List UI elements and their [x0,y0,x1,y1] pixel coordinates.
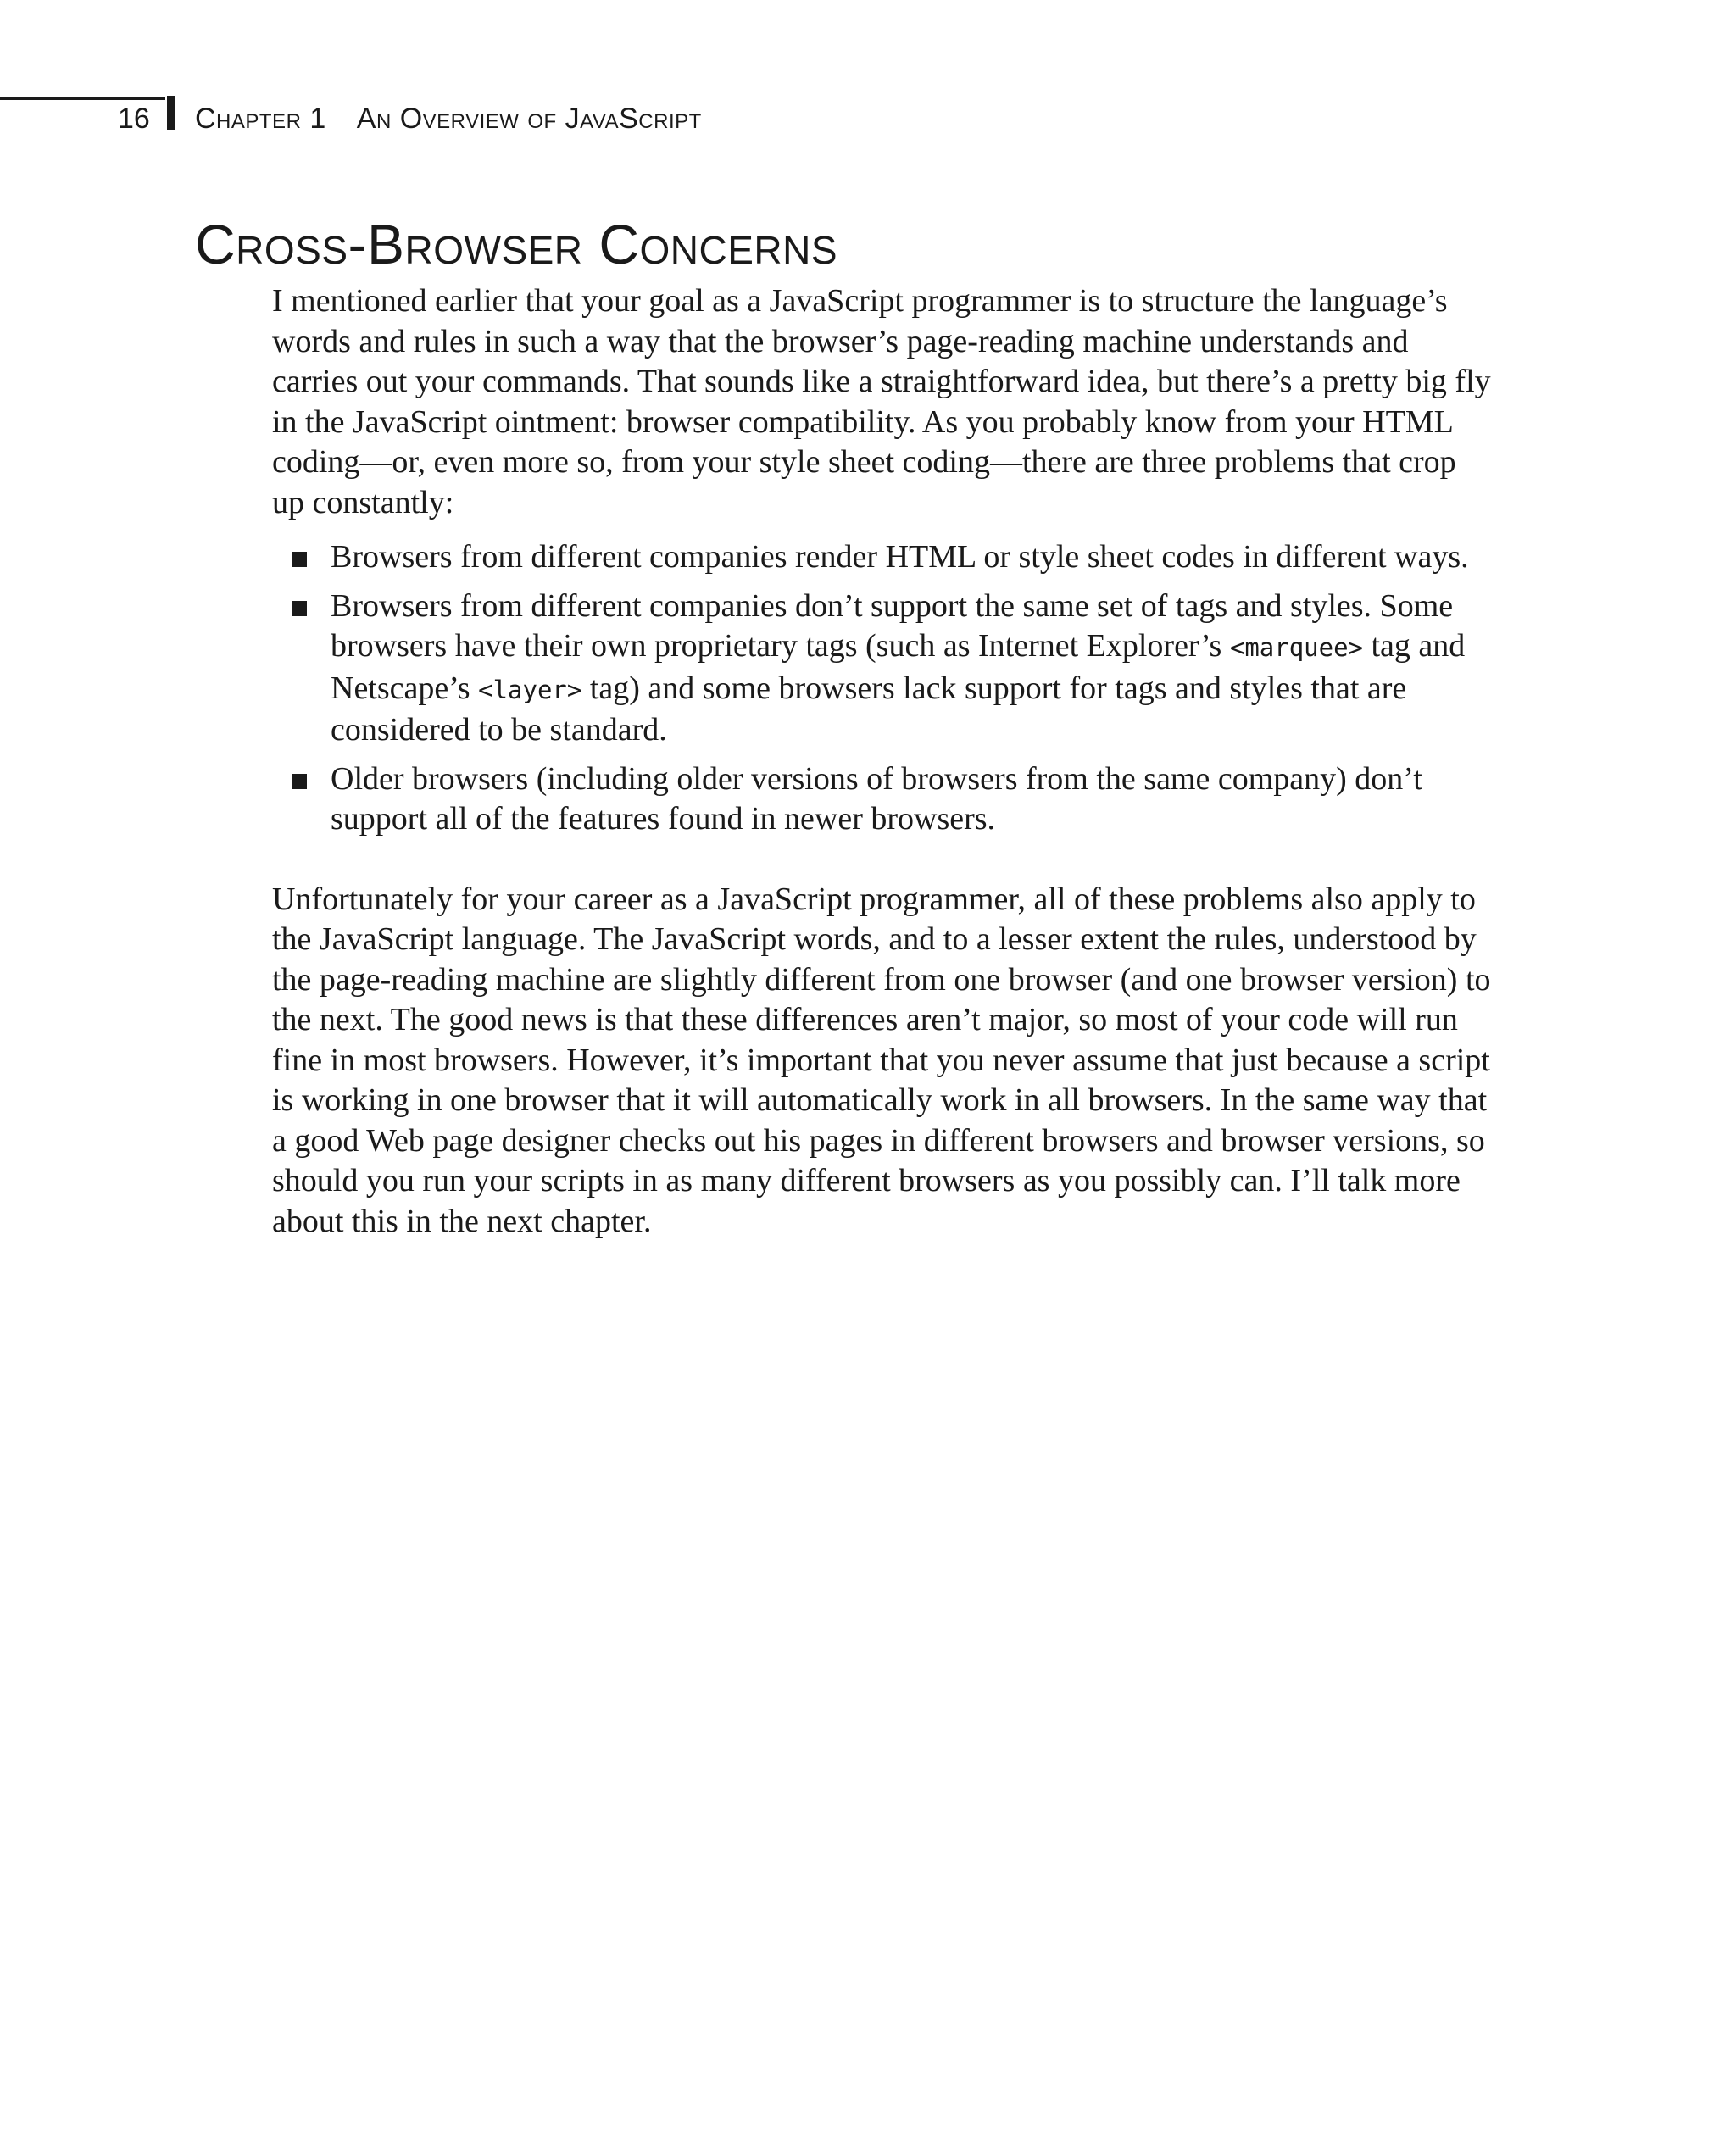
bullet-item-tag-support [331,587,1493,751]
bullet-item-older-browsers [331,759,1493,840]
bullet-text-part: tag) and some browsers lack support for tags and styles that are considered to be standard. [331,670,1407,748]
body-text [272,281,1493,1242]
bullet-text-part: Browsers from different companies don’t support the same set of tags and styles. Some browsers have their own proprietary tags (such as Internet Explorer’s [331,587,1454,664]
page-number: 16 [118,103,150,135]
bullet-text: Browsers from different companies render HTML or style sheet codes in different ways. [331,539,1469,575]
chapter-label: Chapter 1 [195,103,326,135]
bullet-text: Older browsers (including older versions of browsers from the same company) don’t support all of the features found in newer browsers. [331,760,1422,837]
header-divider-bar [167,96,175,130]
code-layer: <layer> [478,675,582,704]
bullet-item-rendering [331,537,1493,578]
code-marquee: <marquee> [1229,633,1363,662]
chapter-title: An Overview of JavaScript [356,103,702,135]
bullet-list [272,537,1493,840]
bullet-square-icon [292,601,307,616]
bullet-square-icon [292,774,307,789]
bullet-text-part: tag and Netscape’s [331,628,1466,706]
closing-paragraph: Unfortunately for your career as a JavaScript programmer, all of these problems also apply to the JavaScript language. The JavaScript words, and to a lesser extent the rules, understood by the page-reading machine are slightly different from one browser (and one browser version) to the next. The good news is that these differences aren’t major, so most of your code will run fine in most browsers. However, it’s important that you never assume that just because a script is working in one browser that it will automatically work in all browsers. In the same way that a good Web page designer checks out his pages in different browsers and browser versions, so should you run your scripts in as many different browsers as you possibly can. I’ll talk more about this in the next chapter. [272,881,1491,1239]
header-rule [0,97,165,100]
bullet-square-icon [292,552,307,567]
intro-paragraph: I mentioned earlier that your goal as a JavaScript programmer is to structure the language’s words and rules in such a way that the browser’s page-reading machine understands and carries out your commands. That sounds like a straightforward idea, but there’s a pretty big fly in the JavaScript ointment: browser compatibility. As you probably know from your HTML coding—or, even more so, from your style sheet coding—there are three problems that crop up constantly: [272,283,1491,520]
section-title: Cross-Browser Concerns [195,213,838,275]
running-head [195,102,702,136]
